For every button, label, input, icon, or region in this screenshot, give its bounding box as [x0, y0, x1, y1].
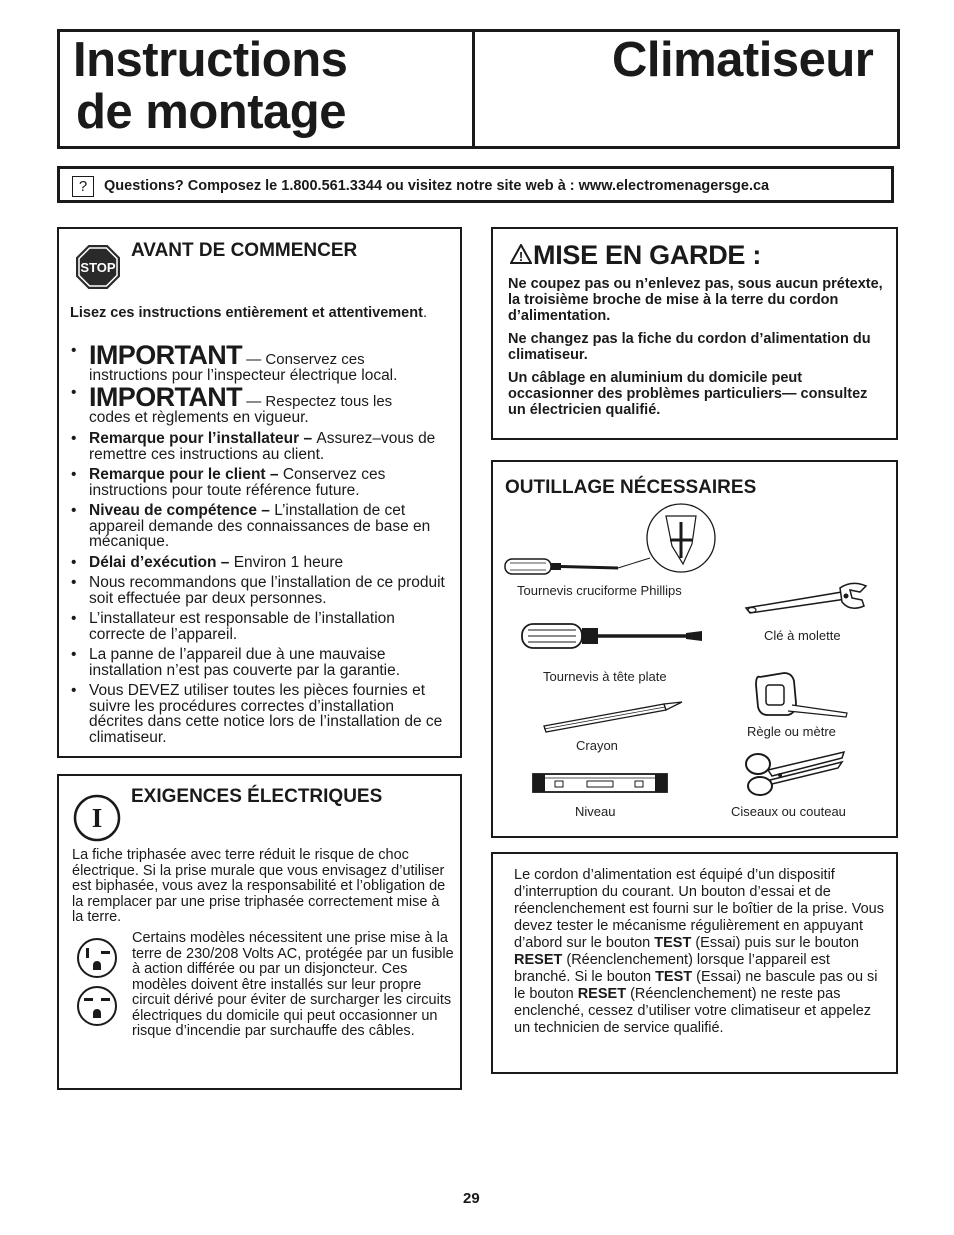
- item-text: codes et règlements en vigueur.: [89, 408, 309, 426]
- exigences-title: EXIGENCES ÉLECTRIQUES: [131, 786, 383, 807]
- item-bold: Remarque pour l’installateur –: [89, 430, 317, 447]
- avant-intro: [70, 306, 450, 322]
- question-icon: ?: [72, 176, 94, 197]
- exigences-paragraph-2: Certains modèles nécessitent une prise mise à la terre de 230/208 Volts AC, protégée par un fusible à action différée ou par un disjoncteur. Ces modèles doivent être installés sur leur propre circuit dérivé pour éviter de surcharger les circuits électriques du domicile qui peut occasionner un risque d’incendie par surchauffe des câbles.: [132, 930, 454, 1039]
- garde-paragraph-1: Ne coupez pas ou n’enlevez pas, sous aucun prétexte, la troisième broche de mise à la terre du cordon d’alimentation.: [508, 276, 883, 324]
- cordon-text: [514, 867, 890, 1037]
- item-text: Environ 1 heure: [233, 553, 344, 571]
- avant-title: AVANT DE COMMENCER: [131, 240, 358, 261]
- list-item: [70, 431, 452, 462]
- garde-paragraph-3: Un câblage en aluminium du domicile peut occasionner des problèmes particuliers— consultez un électricien qualifié.: [508, 370, 868, 418]
- scissors-icon: [742, 748, 848, 800]
- info-icon: [73, 794, 121, 842]
- list-item: [70, 340, 452, 384]
- list-item: [70, 575, 452, 606]
- list-item: [70, 503, 452, 550]
- list-item: [70, 382, 452, 426]
- cordon-text-part: (Réenclenchement) lorsque l’appareil est branché. Si le bouton: [514, 952, 830, 985]
- item-text: Nous recommandons que l’installation de ce produit soit effectuée par deux personnes.: [89, 574, 445, 607]
- info-letter: I: [91, 803, 103, 833]
- item-text: Assurez–vous de remettre ces instructions au client.: [89, 430, 436, 463]
- outlet-208v-icon: [74, 985, 120, 1027]
- phillips-label: Tournevis cruciforme Phillips: [517, 583, 682, 598]
- flat-screwdriver-label: Tournevis à tête plate: [543, 669, 667, 684]
- garde-paragraph-2: Ne changez pas la fiche du cordon d’alimentation du climatiseur.: [508, 331, 871, 363]
- list-item: [70, 647, 452, 678]
- exigences-paragraph-1: La fiche triphasée avec terre réduit le risque de choc électrique. Si la prise murale que vous envisagez d’utiliser est biphasée, vous avez la responsabilité et l’obligation de la remplacer par une prise triphasée correctement mise à la terre.: [72, 847, 446, 925]
- list-item: [70, 555, 452, 571]
- warning-glyph: !: [518, 249, 524, 264]
- list-item: [70, 683, 452, 745]
- warning-triangle-icon: [510, 244, 532, 264]
- item-text: Conservez ces instructions pour toute référence future.: [89, 466, 386, 499]
- item-text: Vous DEVEZ utiliser toutes les pièces fournies et suivre les procédures correctes d’installation décrites dans cette notice lors de l’installation de ce climatiseur.: [89, 682, 443, 746]
- flat-screwdriver-icon: [520, 620, 706, 652]
- list-item: [70, 611, 452, 642]
- page-number: 29: [463, 1190, 480, 1207]
- avant-intro-bold: Lisez ces instructions entièrement et attentivement: [70, 305, 423, 321]
- title-line-1: Instructions: [73, 33, 348, 87]
- important-label: IMPORTANT: [89, 382, 243, 412]
- wrench-label: Clé à molette: [764, 628, 841, 643]
- item-bold: Remarque pour le client –: [89, 466, 283, 483]
- adjustable-wrench-icon: [742, 580, 870, 616]
- mise-en-garde-title: MISE EN GARDE :: [533, 240, 762, 270]
- stop-sign-icon: [75, 244, 121, 290]
- page-title: [73, 34, 347, 138]
- level-label: Niveau: [575, 804, 616, 819]
- tape-label: Règle ou mètre: [747, 724, 836, 739]
- pencil-label: Crayon: [576, 738, 618, 753]
- list-item: [70, 467, 452, 498]
- scissors-label: Ciseaux ou couteau: [731, 804, 846, 819]
- pencil-icon: [540, 698, 686, 734]
- cordon-text-part: Le cordon d’alimentation est équipé d’un dispositif d’interruption du courant. Un bouton d’essai et de réenclenchement est fourni sur le boîtier de la prise. Vous devez tester le mécanisme régulièrement en appuyant d’abord sur le bouton: [514, 867, 884, 951]
- reset-label: RESET: [577, 986, 627, 1002]
- item-tail: — Conservez ces: [242, 351, 365, 368]
- avant-intro-end: .: [422, 305, 427, 321]
- cordon-text-part: (Réenclenchement) ne reste pas enclenché, cessez d’utiliser votre climatiseur et appelez un technicien de service qualifié.: [514, 986, 872, 1036]
- cordon-text-part: (Essai) ne bascule pas ou si le bouton: [514, 969, 878, 1002]
- outlet-230v-icon: [74, 937, 120, 979]
- test-label: TEST: [654, 935, 692, 951]
- important-label: IMPORTANT: [89, 340, 243, 370]
- test-label: TEST: [655, 969, 693, 985]
- mise-en-garde-body: [508, 276, 888, 425]
- item-bold: Niveau de compétence –: [89, 502, 275, 519]
- cordon-text-part: (Essai) puis sur le bouton: [691, 935, 859, 951]
- tape-measure-icon: [752, 667, 852, 723]
- item-text: La panne de l’appareil due à une mauvaise installation n’est pas couverte par la garantie.: [89, 646, 401, 679]
- outillage-title: OUTILLAGE NÉCESSAIRES: [505, 477, 757, 498]
- product-title: Climatiseur: [612, 33, 874, 87]
- title-line-2: de montage: [76, 85, 346, 139]
- avant-list: [70, 340, 452, 750]
- item-tail: — Respectez tous les: [242, 393, 393, 410]
- item-text: L’installation de cet appareil demande des connaissances de base en mécanique.: [89, 502, 431, 550]
- item-bold: Délai d’exécution –: [89, 553, 234, 571]
- item-text: L’installateur est responsable de l’installation correcte de l’appareil.: [89, 610, 395, 643]
- phillips-screwdriver-icon: [500, 502, 722, 584]
- stop-label: STOP: [80, 260, 116, 275]
- questions-text: Questions? Composez le 1.800.561.3344 ou visitez notre site web à : www.electromenagersge.ca: [104, 178, 770, 194]
- title-divider: [472, 29, 475, 149]
- level-icon: [531, 772, 669, 794]
- reset-label: RESET: [514, 952, 563, 968]
- item-text: instructions pour l’inspecteur électrique local.: [89, 366, 398, 384]
